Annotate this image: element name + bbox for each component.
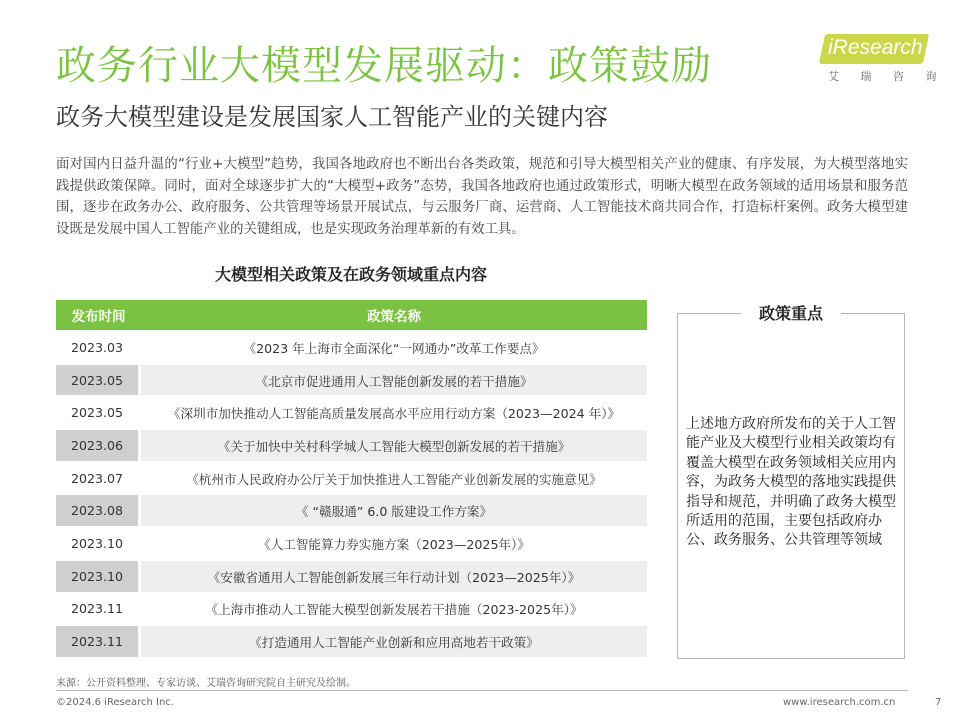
row-policy-name: 《关于加快中关村科学城人工智能大模型创新发展的若干措施》 (141, 430, 647, 461)
focus-title: 政策重点 (741, 302, 841, 326)
policy-focus-box (677, 304, 905, 659)
table-row (56, 397, 647, 428)
row-policy-name: 《深圳市加快推动人工智能高质量发展高水平应用行动方案（2023—2024 年）》 (141, 397, 647, 428)
table-row (56, 594, 647, 625)
table-row (56, 561, 647, 592)
logo-brand: iResearch (828, 36, 923, 59)
copyright: ©2024.6 iResearch Inc. (56, 697, 174, 708)
row-date: 2023.11 (56, 626, 141, 657)
table-title: 大模型相关政策及在政务领域重点内容 (214, 265, 487, 284)
page-number: 7 (935, 697, 942, 708)
source-note: 来源：公开资料整理、专家访谈、艾瑞咨询研究院自主研究及绘制。 (56, 678, 356, 689)
row-policy-name: 《2023 年上海市全面深化“一网通办”改革工作要点》 (141, 332, 647, 363)
row-policy-name: 《 “赣服通” 6.0 版建设工作方案》 (141, 495, 647, 526)
table-row (56, 528, 647, 559)
row-policy-name: 《杭州市人民政府办公厅关于加快推进人工智能产业创新发展的实施意见》 (141, 463, 647, 494)
policy-table (56, 298, 647, 659)
table-row (56, 463, 647, 494)
table-row (56, 495, 647, 526)
row-date: 2023.10 (56, 528, 141, 559)
table-row (56, 430, 647, 461)
iresearch-logo (822, 30, 946, 86)
table-header-row (56, 300, 647, 330)
header-date: 发布时间 (56, 300, 141, 330)
row-policy-name: 《北京市促进通用人工智能创新发展的若干措施》 (141, 365, 647, 396)
row-date: 2023.05 (56, 397, 141, 428)
website-link: www.iresearch.com.cn (783, 697, 896, 708)
row-date: 2023.03 (56, 332, 141, 363)
row-policy-name: 《人工智能算力券实施方案（2023—2025年）》 (141, 528, 647, 559)
row-policy-name: 《打造通用人工智能产业创新和应用高地若干政策》 (141, 626, 647, 657)
footer-divider (56, 690, 908, 691)
row-date: 2023.06 (56, 430, 141, 461)
page-title: 政务行业大模型发展驱动：政策鼓励 (56, 43, 712, 89)
header-name: 政策名称 (141, 300, 647, 330)
table-row (56, 626, 647, 657)
row-date: 2023.10 (56, 561, 141, 592)
row-date: 2023.05 (56, 365, 141, 396)
logo-tagline: 艾 瑞 咨 询 (828, 70, 946, 83)
row-date: 2023.11 (56, 594, 141, 625)
row-date: 2023.08 (56, 495, 141, 526)
row-date: 2023.07 (56, 463, 141, 494)
row-policy-name: 《上海市推动人工智能大模型创新发展若干措施（2023-2025年）》 (141, 594, 647, 625)
row-policy-name: 《安徽省通用人工智能创新发展三年行动计划（2023—2025年）》 (141, 561, 647, 592)
intro-paragraph: 面对国内日益升温的“行业+大模型”趋势，我国各地政府也不断出台各类政策，规范和引导大模型相关产业的健康、有序发展，为大模型落地实践提供政策保障。同时，面对全球逐步扩大的“大模型+政务”态势，我国各地政府也通过政策形式，明晰大模型在政务领域的适用场景和服务范围，逐步在政务办公、政府服务、公共管理等场景开展试点，与云服务厂商、运营商、人工智能技术商共同合作，打造标杆案例。政务大模型建设既是发展中国人工智能产业的关键组成，也是实现政务治理革新的有效工具。 (56, 157, 908, 237)
table-row (56, 365, 647, 396)
table-row (56, 332, 647, 363)
focus-body: 上述地方政府所发布的关于人工智能产业及大模型行业相关政策均有覆盖大模型在政务领域相关应用内容，为政务大模型的落地实践提供指导和规范，并明确了政务大模型所适用的范围，主要包括政府办公、政务服务、公共管理等领域 (686, 416, 896, 549)
page-subtitle: 政务大模型建设是发展国家人工智能产业的关键内容 (56, 103, 608, 131)
